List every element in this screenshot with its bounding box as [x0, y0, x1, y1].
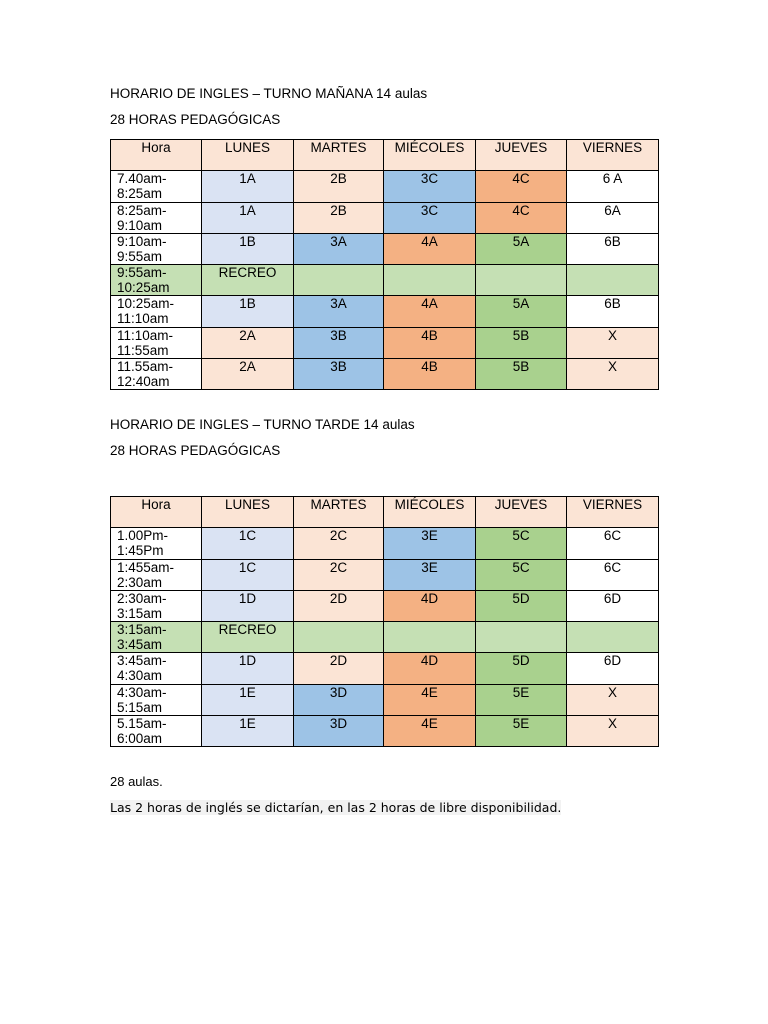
table-row — [111, 296, 659, 327]
martes-cell: 2B — [294, 171, 384, 202]
table-row — [111, 559, 659, 590]
lunes-cell: 1A — [202, 202, 294, 233]
lunes-cell: 1B — [202, 296, 294, 327]
hora-cell: 11.55am- 12:40am — [111, 359, 202, 390]
miercoles-cell: 4D — [384, 590, 476, 621]
afternoon-hours-subtitle: 28 HORAS PEDAGÓGICAS — [110, 443, 281, 458]
table-row-recreo — [111, 622, 659, 653]
lunes-cell: 1D — [202, 590, 294, 621]
lunes-cell: 1D — [202, 653, 294, 684]
table-row — [111, 716, 659, 747]
lunes-cell: 1C — [202, 559, 294, 590]
jueves-cell: 5A — [476, 233, 567, 264]
hora-cell: 3:15am- 3:45am — [111, 622, 202, 653]
viernes-cell: X — [567, 684, 659, 715]
hora-cell: 2:30am- 3:15am — [111, 590, 202, 621]
martes-cell: 2D — [294, 590, 384, 621]
lunes-cell: 1E — [202, 684, 294, 715]
table-row — [111, 528, 659, 559]
martes-cell: 3D — [294, 684, 384, 715]
lunes-cell: 1E — [202, 716, 294, 747]
martes-cell — [294, 622, 384, 653]
hora-cell: 10:25am- 11:10am — [111, 296, 202, 327]
hora-cell: 1:455am- 2:30am — [111, 559, 202, 590]
hora-cell: 11:10am- 11:55am — [111, 327, 202, 358]
martes-cell: 3B — [294, 327, 384, 358]
miercoles-cell: 4E — [384, 684, 476, 715]
miercoles-cell: 4A — [384, 233, 476, 264]
morning-schedule-table — [110, 139, 659, 390]
hora-cell: 1.00Pm- 1:45Pm — [111, 528, 202, 559]
martes-cell: 3B — [294, 359, 384, 390]
table-header-row — [111, 140, 659, 171]
header-lunes: LUNES — [202, 140, 294, 171]
martes-cell: 3D — [294, 716, 384, 747]
viernes-cell: X — [567, 359, 659, 390]
header-miercoles: MIÉCOLES — [384, 140, 476, 171]
jueves-cell: 5B — [476, 359, 567, 390]
viernes-cell: 6D — [567, 653, 659, 684]
header-viernes: VIERNES — [567, 140, 659, 171]
table-row — [111, 684, 659, 715]
libre-disponibilidad-note — [110, 800, 561, 815]
jueves-cell: 4C — [476, 171, 567, 202]
viernes-cell — [567, 265, 659, 296]
miercoles-cell: 4B — [384, 327, 476, 358]
martes-cell — [294, 265, 384, 296]
header-martes: MARTES — [294, 497, 384, 528]
header-jueves: JUEVES — [476, 497, 567, 528]
hora-cell: 3:45am- 4:30am — [111, 653, 202, 684]
viernes-cell: 6 A — [567, 171, 659, 202]
martes-cell: 3A — [294, 296, 384, 327]
jueves-cell: 5E — [476, 684, 567, 715]
miercoles-cell: 4B — [384, 359, 476, 390]
jueves-cell: 4C — [476, 202, 567, 233]
hora-cell: 9:55am- 10:25am — [111, 265, 202, 296]
header-hora: Hora — [111, 497, 202, 528]
hora-cell: 4:30am- 5:15am — [111, 684, 202, 715]
hora-cell: 5.15am- 6:00am — [111, 716, 202, 747]
header-lunes: LUNES — [202, 497, 294, 528]
martes-cell: 2D — [294, 653, 384, 684]
miercoles-cell: 4E — [384, 716, 476, 747]
table-row — [111, 202, 659, 233]
table-row — [111, 359, 659, 390]
viernes-cell: 6A — [567, 202, 659, 233]
jueves-cell: 5D — [476, 653, 567, 684]
lunes-cell: 1C — [202, 528, 294, 559]
miercoles-cell: 3C — [384, 171, 476, 202]
header-jueves: JUEVES — [476, 140, 567, 171]
viernes-cell: X — [567, 327, 659, 358]
lunes-cell: 1B — [202, 233, 294, 264]
hora-cell: 8:25am- 9:10am — [111, 202, 202, 233]
afternoon-schedule-table — [110, 496, 659, 747]
jueves-cell — [476, 622, 567, 653]
afternoon-schedule-title: HORARIO DE INGLES – TURNO TARDE 14 aulas — [110, 417, 415, 432]
miercoles-cell — [384, 265, 476, 296]
miercoles-cell: 3C — [384, 202, 476, 233]
viernes-cell: 6D — [567, 590, 659, 621]
lunes-cell: 1A — [202, 171, 294, 202]
table-row — [111, 233, 659, 264]
table-row-recreo — [111, 265, 659, 296]
header-hora: Hora — [111, 140, 202, 171]
martes-cell: 3A — [294, 233, 384, 264]
viernes-cell: X — [567, 716, 659, 747]
morning-hours-subtitle: 28 HORAS PEDAGÓGICAS — [110, 112, 281, 127]
recreo-cell: RECREO — [202, 265, 294, 296]
table-row — [111, 171, 659, 202]
hora-cell: 9:10am- 9:55am — [111, 233, 202, 264]
miercoles-cell: 3E — [384, 559, 476, 590]
miercoles-cell — [384, 622, 476, 653]
miercoles-cell: 3E — [384, 528, 476, 559]
jueves-cell — [476, 265, 567, 296]
libre-disponibilidad-text: Las 2 horas de inglés se dictarían, en las 2 horas de libre disponibilidad. — [110, 800, 562, 815]
jueves-cell: 5C — [476, 559, 567, 590]
jueves-cell: 5E — [476, 716, 567, 747]
martes-cell: 2B — [294, 202, 384, 233]
viernes-cell: 6B — [567, 233, 659, 264]
table-row — [111, 590, 659, 621]
jueves-cell: 5A — [476, 296, 567, 327]
miercoles-cell: 4D — [384, 653, 476, 684]
viernes-cell: 6C — [567, 559, 659, 590]
header-martes: MARTES — [294, 140, 384, 171]
jueves-cell: 5D — [476, 590, 567, 621]
martes-cell: 2C — [294, 528, 384, 559]
miercoles-cell: 4A — [384, 296, 476, 327]
viernes-cell: 6C — [567, 528, 659, 559]
table-row — [111, 653, 659, 684]
total-aulas-note: 28 aulas. — [110, 774, 163, 789]
header-miercoles: MIÉCOLES — [384, 497, 476, 528]
martes-cell: 2C — [294, 559, 384, 590]
header-viernes: VIERNES — [567, 497, 659, 528]
viernes-cell — [567, 622, 659, 653]
table-header-row — [111, 497, 659, 528]
jueves-cell: 5C — [476, 528, 567, 559]
hora-cell: 7.40am- 8:25am — [111, 171, 202, 202]
morning-schedule-title: HORARIO DE INGLES – TURNO MAÑANA 14 aulas — [110, 86, 428, 101]
jueves-cell: 5B — [476, 327, 567, 358]
viernes-cell: 6B — [567, 296, 659, 327]
lunes-cell: 2A — [202, 327, 294, 358]
table-row — [111, 327, 659, 358]
recreo-cell: RECREO — [202, 622, 294, 653]
lunes-cell: 2A — [202, 359, 294, 390]
